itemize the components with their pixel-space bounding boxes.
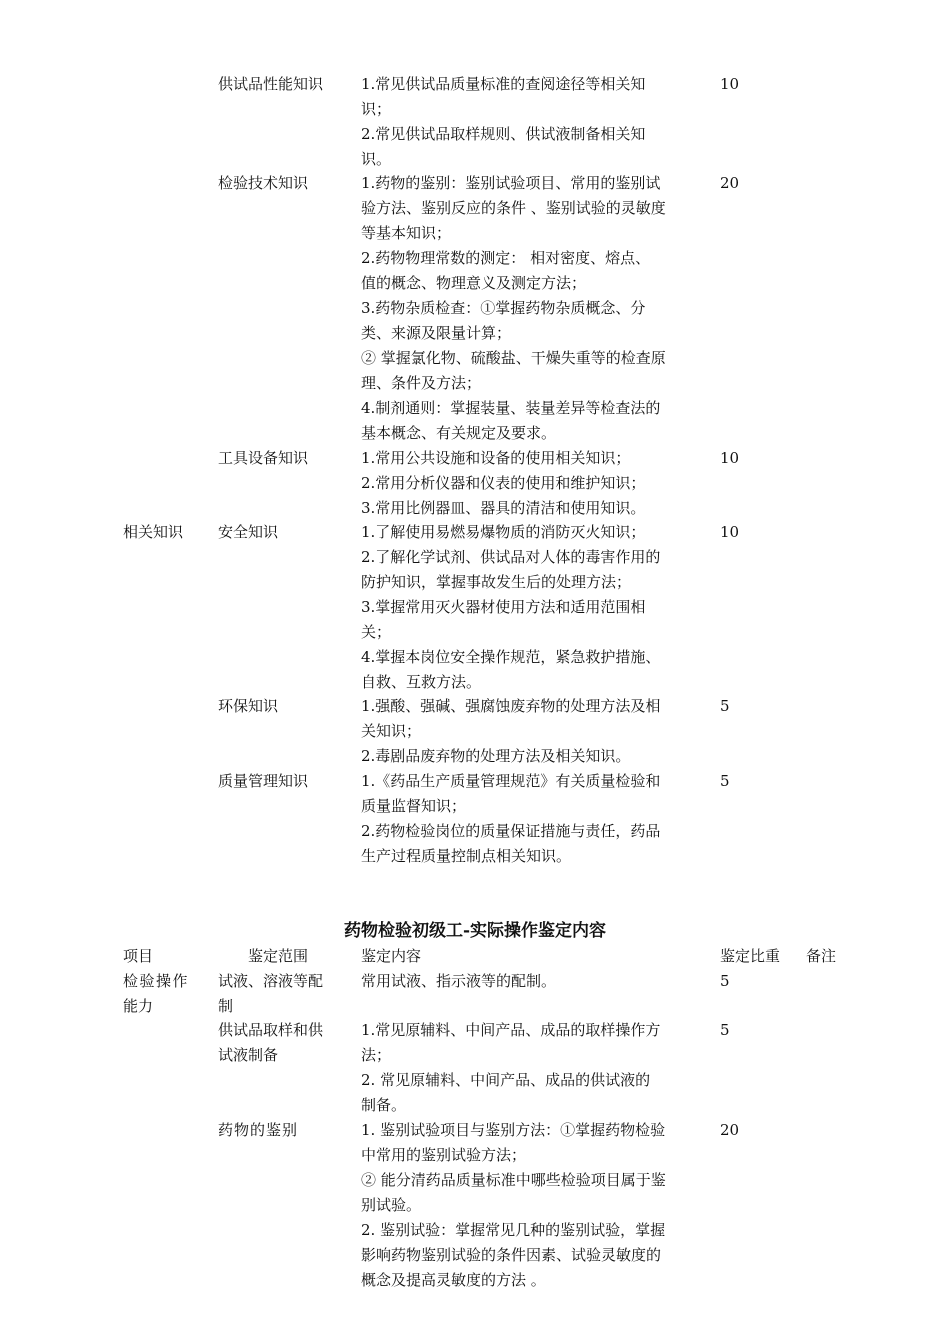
content-line: 法； [361, 1046, 392, 1064]
content-line: 4.制剂通则：掌握装量、装量差异等检查法的 [361, 399, 661, 417]
content-line: 1.药物的鉴别：鉴别试验项目、常用的鉴别试 [361, 174, 661, 192]
weight-value: 5 [720, 1021, 730, 1039]
scope-name-line: 制 [218, 997, 234, 1015]
content-line: 2.常用分析仪器和仪表的使用和维护知识； [361, 474, 646, 492]
content-line: 生产过程质量控制点相关知识。 [361, 847, 572, 865]
scope-name: 检验技术知识 [218, 174, 309, 192]
weight-value: 5 [720, 972, 730, 990]
content-line: 1.《药品生产质量管理规范》有关质量检验和 [361, 772, 661, 790]
group-label-related-knowledge: 相关知识 [123, 523, 184, 541]
scope-name: 安全知识 [218, 523, 279, 541]
content-line: 2.毒剧品废弃物的处理方法及相关知识。 [361, 747, 631, 765]
content-line: ② 能分清药品质量标准中哪些检验项目属于鉴 [361, 1171, 666, 1189]
content-line: 别试验。 [361, 1196, 422, 1214]
group-label-inspection-ability [123, 969, 213, 1019]
weight-value: 20 [720, 1121, 740, 1139]
content-cell [361, 171, 706, 446]
content-line: 防护知识，掌握事故发生后的处理方法； [361, 573, 632, 591]
content-line: 3.常用比例器皿、器具的清洁和使用知识。 [361, 499, 646, 517]
scope-name: 供试品性能知识 [218, 75, 324, 93]
scope-name [218, 1018, 353, 1068]
content-line: 类、来源及限量计算； [361, 324, 512, 342]
content-line: 常用试液、指示液等的配制。 [361, 972, 557, 990]
content-line: 1.常用公共设施和设备的使用相关知识； [361, 449, 631, 467]
content-line: 理、条件及方法； [361, 374, 482, 392]
content-line: 中常用的鉴别试验方法； [361, 1146, 527, 1164]
content-line: 关知识； [361, 722, 422, 740]
content-cell [361, 694, 706, 769]
content-line: 2.药物检验岗位的质量保证措施与责任，药品 [361, 822, 661, 840]
weight-value: 10 [720, 75, 740, 93]
content-line: 1.强酸、强碱、强腐蚀废弃物的处理方法及相 [361, 697, 661, 715]
scope-name: 质量管理知识 [218, 772, 309, 790]
section-title: 药物检验初级工-实际操作鉴定内容 [343, 921, 607, 941]
content-line: 验方法、鉴别反应的条件 、鉴别试验的灵敏度 [361, 199, 666, 217]
group-label-line: 检验操作 [123, 972, 190, 990]
content-line: 1.常见原辅料、中间产品、成品的取样操作方 [361, 1021, 661, 1039]
header-project: 项目 [123, 947, 154, 965]
content-line: 自救、互救方法。 [361, 673, 482, 691]
scope-name-line: 试液、溶液等配 [218, 972, 324, 990]
header-note: 备注 [806, 947, 837, 965]
content-line: 质量监督知识； [361, 797, 467, 815]
content-cell [361, 969, 706, 994]
group-label-line: 能力 [123, 997, 154, 1015]
weight-value: 5 [720, 697, 730, 715]
weight-value: 10 [720, 449, 740, 467]
scope-name: 环保知识 [218, 697, 279, 715]
content-line: 值的概念、物理意义及测定方法； [361, 274, 587, 292]
content-line: 1.了解使用易燃易爆物质的消防灭火知识； [361, 523, 646, 541]
content-line: 4.掌握本岗位安全操作规范，紧急救护措施、 [361, 648, 661, 666]
scope-name: 工具设备知识 [218, 449, 309, 467]
scope-name-line: 供试品取样和供 [218, 1021, 324, 1039]
content-line: 2. 鉴别试验：掌握常见几种的鉴别试验，掌握 [361, 1221, 666, 1239]
content-line: 识； [361, 100, 392, 118]
weight-value: 10 [720, 523, 740, 541]
content-cell [361, 1018, 706, 1118]
content-cell [361, 769, 706, 869]
header-content: 鉴定内容 [361, 947, 422, 965]
content-line: 关； [361, 623, 392, 641]
weight-value: 20 [720, 174, 740, 192]
content-line: 概念及提高灵敏度的方法 。 [361, 1271, 546, 1289]
content-line: ② 掌握氯化物、硫酸盐、干燥失重等的检查原 [361, 349, 666, 367]
content-line: 2.了解化学试剂、供试品对人体的毒害作用的 [361, 548, 661, 566]
scope-name [218, 969, 353, 1019]
content-line: 等基本知识； [361, 224, 452, 242]
content-cell [361, 1118, 706, 1293]
content-line: 识。 [361, 150, 392, 168]
scope-name-line: 试液制备 [218, 1046, 279, 1064]
content-line: 2. 常见原辅料、中间产品、成品的供试液的 [361, 1071, 651, 1089]
content-cell [361, 520, 706, 695]
content-cell [361, 72, 706, 172]
header-weight: 鉴定比重 [720, 947, 781, 965]
content-line: 3.掌握常用灭火器材使用方法和适用范围相 [361, 598, 646, 616]
content-line: 3.药物杂质检查：①掌握药物杂质概念、分 [361, 299, 646, 317]
content-cell [361, 446, 706, 521]
content-line: 1.常见供试品质量标准的查阅途径等相关知 [361, 75, 646, 93]
content-line: 2.常见供试品取样规则、供试液制备相关知 [361, 125, 646, 143]
content-line: 1. 鉴别试验项目与鉴别方法：①掌握药物检验 [361, 1121, 666, 1139]
content-line: 基本概念、有关规定及要求。 [361, 424, 557, 442]
header-scope: 鉴定范围 [248, 947, 309, 965]
scope-name-line: 药物的鉴别 [218, 1121, 299, 1139]
content-line: 影响药物鉴别试验的条件因素、试验灵敏度的 [361, 1246, 662, 1264]
content-line: 制备。 [361, 1096, 407, 1114]
content-line: 2.药物物理常数的测定： 相对密度、熔点、 [361, 249, 651, 267]
scope-name [218, 1118, 353, 1143]
weight-value: 5 [720, 772, 730, 790]
